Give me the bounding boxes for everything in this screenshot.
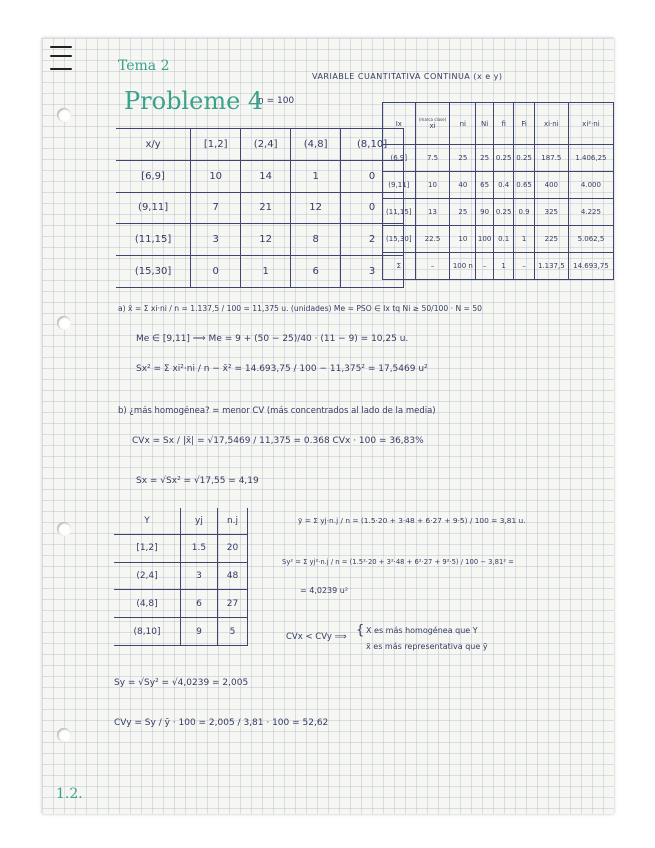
cell: 10 (415, 172, 450, 199)
cell: 5 (217, 618, 247, 646)
cell: 0.1 (493, 226, 513, 253)
cell: 3 (180, 562, 217, 590)
cell: 12 (291, 192, 341, 224)
cell: 0.4 (493, 172, 513, 199)
header-cell: (2,4] (241, 129, 291, 161)
header-cell: yj (180, 508, 217, 534)
cell: – (476, 253, 494, 280)
cell: 10 (191, 160, 241, 192)
cell: 1.137,5 (534, 253, 568, 280)
cell: 9 (180, 618, 217, 646)
cell: 4.225 (568, 199, 613, 226)
row-label: (9,11] (116, 192, 191, 224)
cell: 25 (476, 145, 494, 172)
margin-tab (50, 46, 72, 48)
header-label: xi (429, 122, 436, 130)
subtitle: VARIABLE CUANTITATIVA CONTINUA (x e y) (312, 72, 503, 81)
median-calc: Me ∈ [9,11] ⟹ Me = 9 + (50 − 25)/40 · (11 − 9) = 10,25 u. (136, 334, 409, 344)
y-table (114, 508, 248, 646)
tema-heading: Tema 2 (118, 58, 170, 74)
cell: 4.000 (568, 172, 613, 199)
page-number: 1.2. (56, 786, 83, 802)
header-cell: Fi (514, 103, 534, 145)
header-cell: ni (450, 103, 476, 145)
cell: 225 (534, 226, 568, 253)
cell: 400 (534, 172, 568, 199)
cell: 0.65 (514, 172, 534, 199)
cell: 90 (476, 199, 494, 226)
contingency-table (116, 128, 404, 288)
mean-y: ȳ = Σ yj·n.j / n = (1.5·20 + 3·48 + 6·27 + 9·5) / 100 = 3,81 u. (298, 516, 526, 525)
cell: 5.062,5 (568, 226, 613, 253)
cell: 10 (450, 226, 476, 253)
sample-size: n = 100 (258, 96, 295, 106)
cell: 1.406,25 (568, 145, 613, 172)
row-label: (11,15] (116, 224, 191, 256)
cell: 65 (476, 172, 494, 199)
row-label: (15,30] (116, 256, 191, 288)
cell: (4,8] (114, 590, 180, 618)
variance-y: Sy² = Σ yj²·n.j / n = (1.5²·20 + 3²·48 + 6²·27 + 9²·5) / 100 − 3,81² = (282, 558, 514, 566)
cell: 0.9 (514, 199, 534, 226)
cell: 20 (217, 534, 247, 562)
cell: 14 (241, 160, 291, 192)
cell: 14.693,75 (568, 253, 613, 280)
cell: 0 (341, 160, 404, 192)
cell: 6 (291, 256, 341, 288)
header-cell: [1,2] (191, 129, 241, 161)
cell: Σ (383, 253, 416, 280)
conclusion-1: X es más homogénea que Y (366, 626, 478, 635)
cell: 0.25 (514, 145, 534, 172)
conclusion-2: x̄ es más representativa que ȳ (366, 642, 488, 651)
sx-calc: Sx = √Sx² = √17,55 = 4,19 (136, 476, 259, 486)
problem-title: Probleme 4 (124, 87, 264, 115)
header-cell: xi·ni (534, 103, 568, 145)
cell: 0.25 (493, 145, 513, 172)
header-cell: n.j (217, 508, 247, 534)
cell: 1 (493, 253, 513, 280)
punch-hole (57, 522, 71, 536)
header-cell (415, 103, 450, 145)
header-cell: (8,10] (341, 129, 404, 161)
brace: { (356, 623, 365, 638)
cell: 25 (450, 199, 476, 226)
header-cell: Y (114, 508, 180, 534)
cell: 100 (476, 226, 494, 253)
cell: 1 (241, 256, 291, 288)
cv-y: CVy = Sy / ȳ · 100 = 2,005 / 3,81 · 100 = 52,62 (114, 718, 329, 728)
cell: 22.5 (415, 226, 450, 253)
margin-tab (50, 68, 72, 70)
margin-tab (50, 55, 72, 57)
cv-compare: CVx < CVy ⟹ (286, 632, 347, 642)
cell: – (514, 253, 534, 280)
cell: 187.5 (534, 145, 568, 172)
cell: 21 (241, 192, 291, 224)
cv-x: CVx = Sx / |x̄| = √17,5469 / 11,375 = 0.368 CVx · 100 = 36,83% (132, 436, 424, 446)
cell: 3 (341, 256, 404, 288)
cell: 1 (514, 226, 534, 253)
header-cell: fi (493, 103, 513, 145)
cell: (6,9] (383, 145, 416, 172)
cell: 7 (191, 192, 241, 224)
punch-hole (57, 108, 71, 122)
cell: 40 (450, 172, 476, 199)
cell: 0.25 (493, 199, 513, 226)
cell: (15,30] (383, 226, 416, 253)
variance-y-result: = 4,0239 u² (300, 586, 349, 595)
punch-hole (57, 316, 71, 330)
question-b: b) ¿más homogénea? = menor CV (más concentrados al lado de la media) (118, 406, 436, 416)
header-cell: Ix (383, 103, 416, 145)
cell: 7.5 (415, 145, 450, 172)
cell: 100 n (450, 253, 476, 280)
cell: 6 (180, 590, 217, 618)
header-cell: x/y (116, 129, 191, 161)
subheader-label: (marca clase) (418, 117, 447, 122)
cell: 27 (217, 590, 247, 618)
punch-hole (57, 728, 71, 742)
header-cell: Ni (476, 103, 494, 145)
header-cell: xi²·ni (568, 103, 613, 145)
cell: 25 (450, 145, 476, 172)
cell: 0 (191, 256, 241, 288)
cell: [1,2] (114, 534, 180, 562)
cell: 0 (341, 192, 404, 224)
header-cell: (4,8] (291, 129, 341, 161)
variance-x: Sx² = Σ xi²·ni / n − x̄² = 14.693,75 / 100 − 11,375² = 17,5469 u² (136, 364, 428, 374)
frequency-table (382, 102, 614, 280)
cell: 12 (241, 224, 291, 256)
cell: – (415, 253, 450, 280)
mean-median-line: a) x̄ = Σ xi·ni / n = 1.137,5 / 100 = 11,375 u. (unidades) Me = PSO ∈ Ix tq Ni ≥ 50/100 · N = 50 (118, 304, 482, 313)
cell: 13 (415, 199, 450, 226)
sy-calc: Sy = √Sy² = √4,0239 = 2,005 (114, 678, 249, 688)
cell: 3 (191, 224, 241, 256)
cell: 1 (291, 160, 341, 192)
cell: (8,10] (114, 618, 180, 646)
cell: 2 (341, 224, 404, 256)
cell: 8 (291, 224, 341, 256)
cell: (11,15] (383, 199, 416, 226)
cell: (9,11] (383, 172, 416, 199)
cell: 48 (217, 562, 247, 590)
notebook-page (42, 38, 614, 814)
cell: (2,4] (114, 562, 180, 590)
cell: 1.5 (180, 534, 217, 562)
cell: 325 (534, 199, 568, 226)
row-label: [6,9] (116, 160, 191, 192)
